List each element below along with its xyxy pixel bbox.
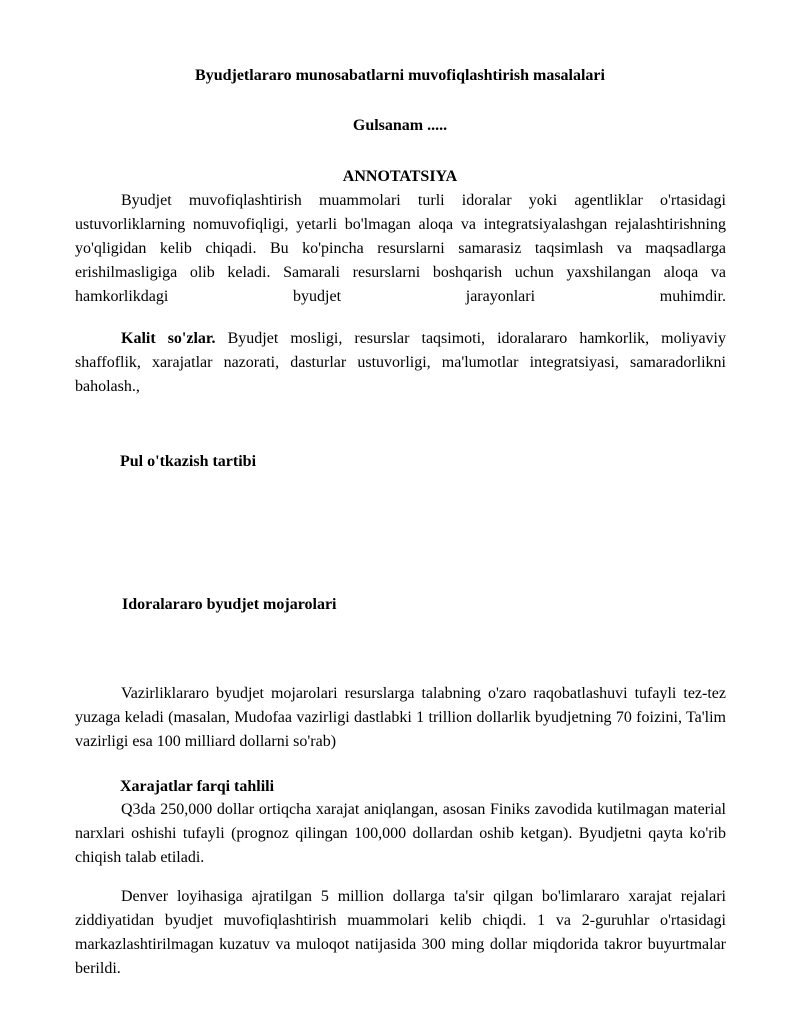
keywords-text: Byudjet mosligi, resurslar taqsimoti, idoralararo hamkorlik, moliyaviy shaffoflik, xarajatlar nazorati, dasturlar ustuvorligi, ma'lumotlar integratsiyasi, samaradorlikni baholash., (75, 330, 727, 395)
author-name: Gulsanam ..... (352, 117, 448, 134)
keywords-label: Kalit so'zlar. (121, 330, 216, 347)
document-title: Byudjetlararo munosabatlarni muvofiqlashtirish masalalari (195, 67, 605, 84)
denver-paragraph: Denver loyihasiga ajratilgan 5 million dollarga ta'sir qilgan bo'limlararo xarajat rejalari ziddiyatidan byudjet muvofiqlashtirish muammolari kelib chiqdi. 1 va 2-guruhlar o'rtasidagi markazlashtirilmagan kuzatuv va muloqot natijasida 300 ming dollar miqdorida takror buyurtmalar berildi. (75, 888, 726, 977)
keywords-paragraph (75, 327, 726, 399)
section-heading-conflicts: Idoralararo byudjet mojarolari (122, 596, 337, 613)
variance-paragraph: Q3da 250,000 dollar ortiqcha xarajat aniqlangan, asosan Finiks zavodida kutilmagan material narxlari oshishi tufayli (prognoz qilingan 100,000 dollardan oshib ketgan). Byudjetni qayta ko'rib chiqish talab etiladi. (75, 801, 726, 866)
annotation-paragraph: Byudjet muvofiqlashtirish muammolari turli idoralar yoki agentliklar o'rtasidagi ustuvorliklarning nomuvofiqligi, yetarli bo'lmagan aloqa va integratsiyalashgan rejalashtirishning yo'qligidan kelib chiqadi. Bu ko'pincha resurslarni samarasiz taqsimlash va maqsadlarga erishilmasligiga olib keladi. Samarali resurslarni boshqarish uchun yaxshilangan aloqa va hamkorlikdagi byudjet jarayonlari muhimdir. (75, 192, 726, 305)
section-heading-transfer: Pul o'tkazish tartibi (120, 453, 257, 470)
section-heading-variance: Xarajatlar farqi tahlili (120, 778, 275, 795)
conflicts-paragraph: Vazirliklararo byudjet mojarolari resurslarga talabning o'zaro raqobatlashuvi tufayli tez-tez yuzaga keladi (masalan, Mudofaa vazirligi dastlabki 1 trillion dollarlik byudjetning 70 foizini, Ta'lim vazirligi esa 100 milliard dollarni so'rab) (75, 685, 726, 750)
annotation-heading: ANNOTATSIYA (342, 168, 458, 185)
